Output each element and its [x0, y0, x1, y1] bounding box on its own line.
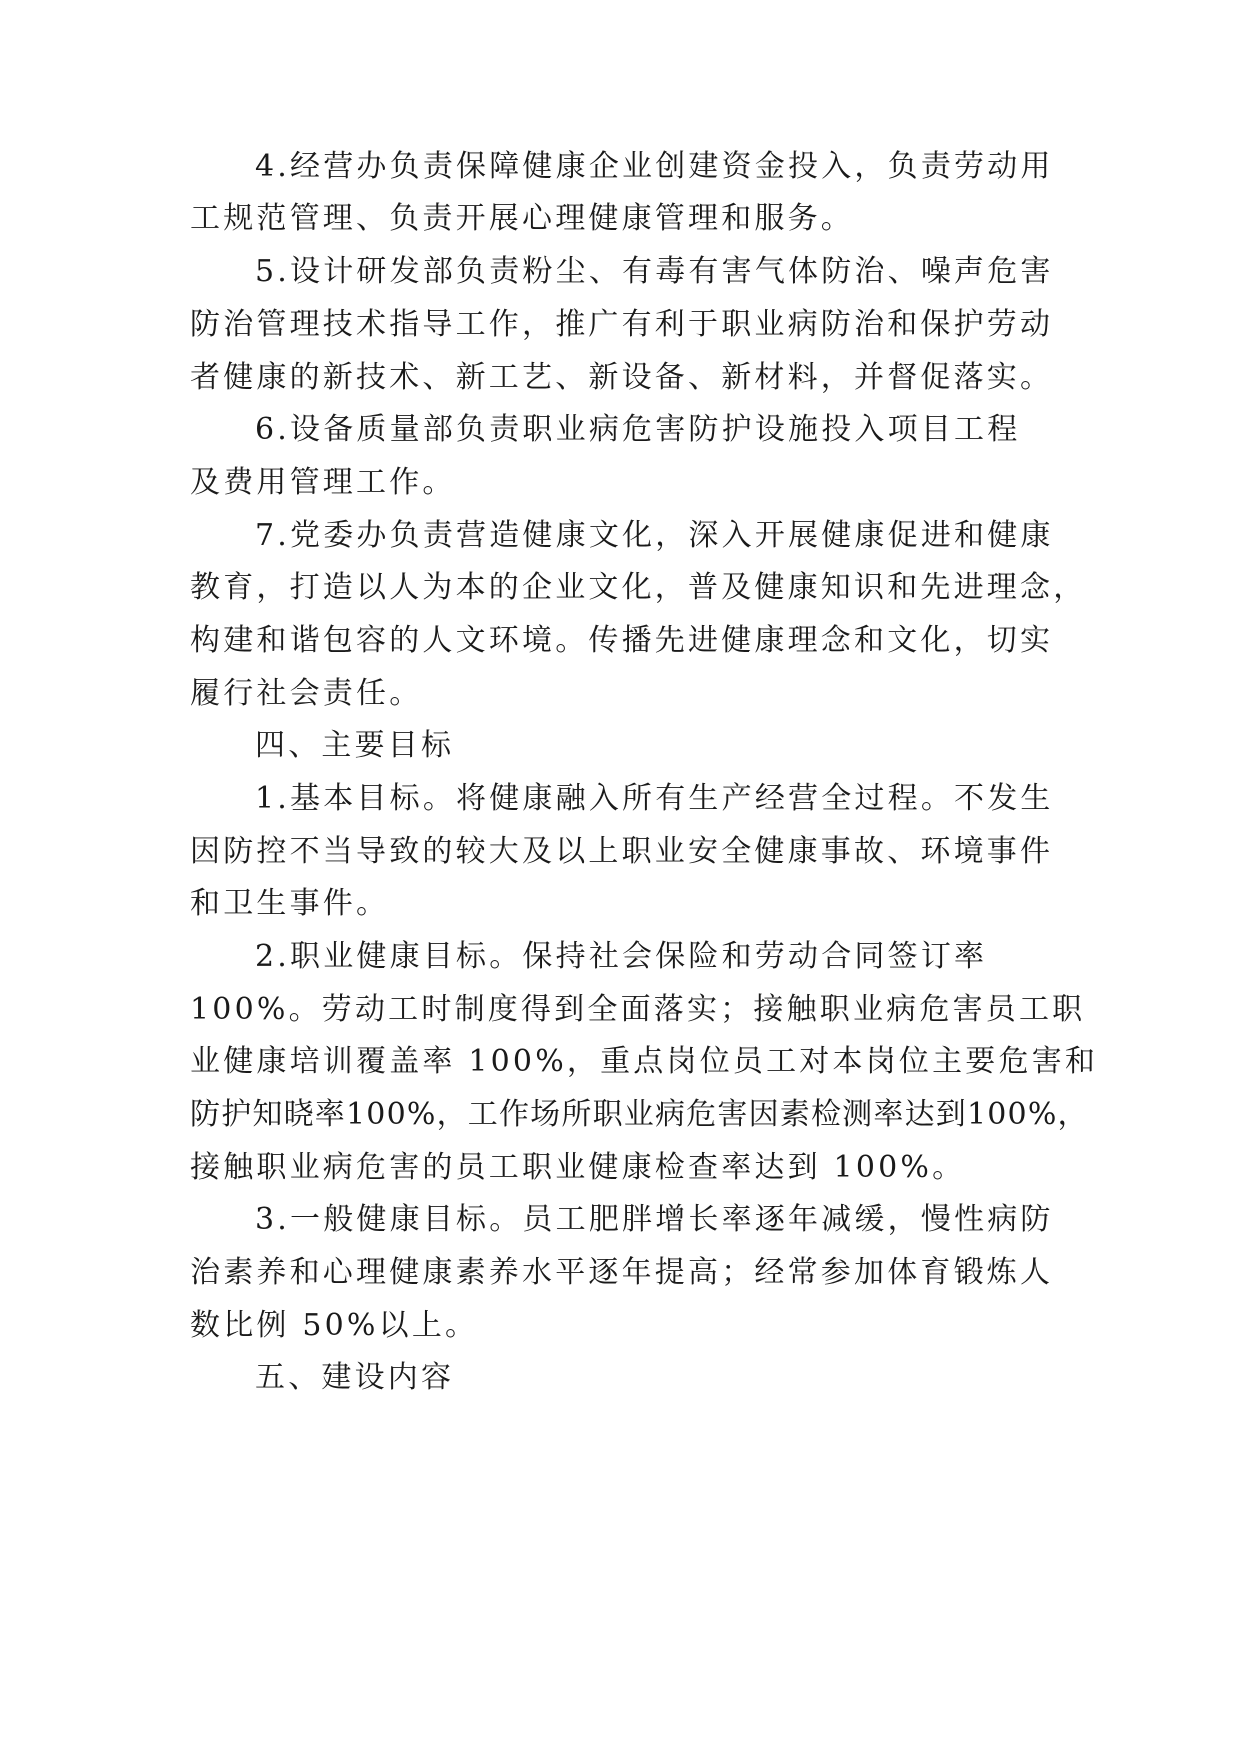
paragraph-4-line-2: 工规范管理、负责开展心理健康管理和服务。: [190, 201, 854, 236]
goal-1-line-3: 和卫生事件。: [190, 886, 390, 921]
goal-2-line-1: 2.职业健康目标。保持社会保险和劳动合同签订率: [255, 939, 988, 974]
goal-2-line-3: 业健康培训覆盖率 100%，重点岗位员工对本岗位主要危害和: [190, 1044, 1099, 1079]
paragraph-6-line-1: 6.设备质量部负责职业病危害防护设施投入项目工程: [255, 412, 1021, 447]
paragraph-5-line-2: 防治管理技术指导工作，推广有利于职业病防治和保护劳动: [190, 307, 1054, 342]
goal-2-line-2: 100%。劳动工时制度得到全面落实；接触职业病危害员工职: [190, 992, 1086, 1027]
paragraph-7-line-4: 履行社会责任。: [190, 676, 423, 711]
paragraph-7-line-2: 教育，打造以人为本的企业文化，普及健康知识和先进理念，: [190, 570, 1087, 605]
goal-1-line-2: 因防控不当导致的较大及以上职业安全健康事故、环境事件: [190, 834, 1054, 869]
paragraph-4-line-1: 4.经营办负责保障健康企业创建资金投入，负责劳动用: [255, 149, 1054, 184]
goal-1-line-1: 1.基本目标。将健康融入所有生产经营全过程。不发生: [255, 781, 1054, 816]
paragraph-6-line-2: 及费用管理工作。: [190, 465, 456, 500]
section-heading-construction-content: 五、建设内容: [255, 1360, 455, 1395]
goal-3-line-2: 治素养和心理健康素养水平逐年提高；经常参加体育锻炼人: [190, 1255, 1054, 1290]
paragraph-5-line-3: 者健康的新技术、新工艺、新设备、新材料，并督促落实。: [190, 360, 1054, 395]
goal-3-line-3: 数比例 50%以上。: [190, 1308, 479, 1343]
paragraph-7-line-1: 7.党委办负责营造健康文化，深入开展健康促进和健康: [255, 518, 1054, 553]
paragraph-5-line-1: 5.设计研发部负责粉尘、有毒有害气体防治、噪声危害: [255, 254, 1054, 289]
goal-3-line-1: 3.一般健康目标。员工肥胖增长率逐年减缓，慢性病防: [255, 1202, 1054, 1237]
goal-2-line-5: 接触职业病危害的员工职业健康检查率达到 100%。: [190, 1150, 966, 1185]
paragraph-7-line-3: 构建和谐包容的人文环境。传播先进健康理念和文化，切实: [190, 623, 1054, 658]
goal-2-line-4: 防护知晓率100%，工作场所职业病危害因素检测率达到100%，: [190, 1097, 1089, 1132]
section-heading-main-goals: 四、主要目标: [255, 728, 455, 763]
